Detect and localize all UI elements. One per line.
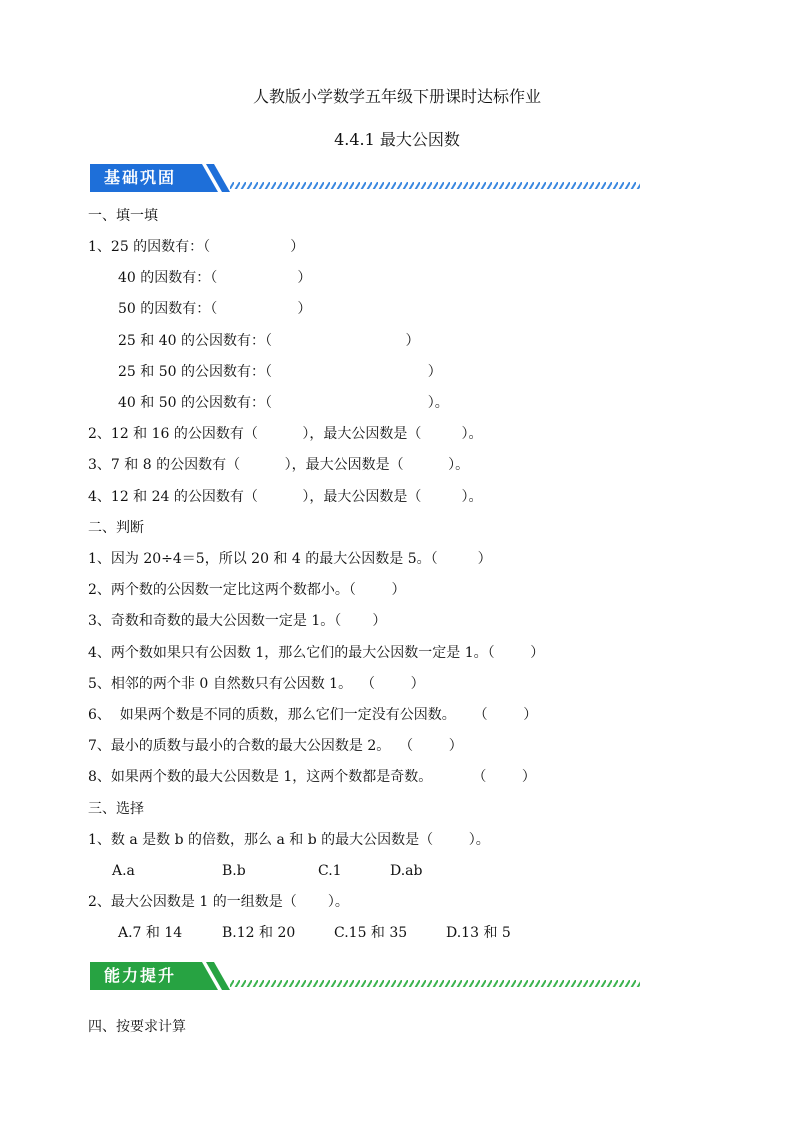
choice-question-1: 1、数 a 是数 b 的倍数，那么 a 和 b 的最大公因数是（ ）。 bbox=[88, 832, 490, 848]
fill-line: 40 和 50 的公因数有：（ ）。 bbox=[118, 395, 449, 411]
page-title: 人教版小学数学五年级下册课时达标作业 bbox=[252, 87, 541, 106]
choice-option: A.a bbox=[112, 863, 135, 879]
fill-line: 2、12 和 16 的公因数有（ ），最大公因数是（ ）。 bbox=[88, 426, 483, 442]
fill-line: 50 的因数有：（ ） bbox=[118, 301, 312, 317]
section-banner-basic bbox=[90, 162, 642, 194]
section-banner-advanced bbox=[90, 960, 642, 992]
choice-option: A.7 和 14 bbox=[118, 925, 183, 941]
choice-option: B.b bbox=[222, 863, 246, 879]
section1-heading: 一、填一填 bbox=[88, 208, 158, 224]
page-subtitle: 4.4.1 最大公因数 bbox=[334, 130, 460, 149]
fill-line: 25 和 40 的公因数有：（ ） bbox=[118, 333, 420, 349]
judge-line: 1、因为 20÷4＝5，所以 20 和 4 的最大公因数是 5。（ ） bbox=[88, 551, 492, 567]
judge-line: 6、 如果两个数是不同的质数，那么它们一定没有公因数。 （ ） bbox=[88, 707, 538, 723]
fill-line: 25 和 50 的公因数有：（ ） bbox=[118, 364, 442, 380]
judge-line: 5、相邻的两个非 0 自然数只有公因数 1。 （ ） bbox=[88, 676, 425, 692]
banner-label-advanced: 能力提升 bbox=[104, 966, 177, 985]
fill-line: 1、25 的因数有：（ ） bbox=[88, 239, 305, 255]
section3-heading: 三、选择 bbox=[88, 801, 144, 817]
banner-label-basic: 基础巩固 bbox=[104, 168, 177, 187]
choice-option: B.12 和 20 bbox=[222, 925, 296, 941]
choice-question-2: 2、最大公因数是 1 的一组数是（ ）。 bbox=[88, 894, 349, 910]
choice-option: D.13 和 5 bbox=[446, 925, 511, 941]
fill-line: 3、7 和 8 的公因数有（ ），最大公因数是（ ）。 bbox=[88, 457, 470, 473]
section4-heading: 四、按要求计算 bbox=[88, 1019, 186, 1035]
section2-heading: 二、判断 bbox=[88, 520, 144, 536]
choice-option: C.1 bbox=[318, 863, 342, 879]
fill-line: 40 的因数有：（ ） bbox=[118, 270, 312, 286]
judge-line: 3、奇数和奇数的最大公因数一定是 1。（ ） bbox=[88, 613, 387, 629]
judge-line: 4、两个数如果只有公因数 1，那么它们的最大公因数一定是 1。（ ） bbox=[88, 645, 545, 661]
judge-line: 2、两个数的公因数一定比这两个数都小。（ ） bbox=[88, 582, 406, 598]
fill-line: 4、12 和 24 的公因数有（ ），最大公因数是（ ）。 bbox=[88, 489, 483, 505]
judge-line: 8、如果两个数的最大公因数是 1，这两个数都是奇数。 （ ） bbox=[88, 769, 536, 785]
judge-line: 7、最小的质数与最小的合数的最大公因数是 2。 （ ） bbox=[88, 738, 463, 754]
choice-option: C.15 和 35 bbox=[334, 925, 408, 941]
choice-option: D.ab bbox=[390, 863, 423, 879]
